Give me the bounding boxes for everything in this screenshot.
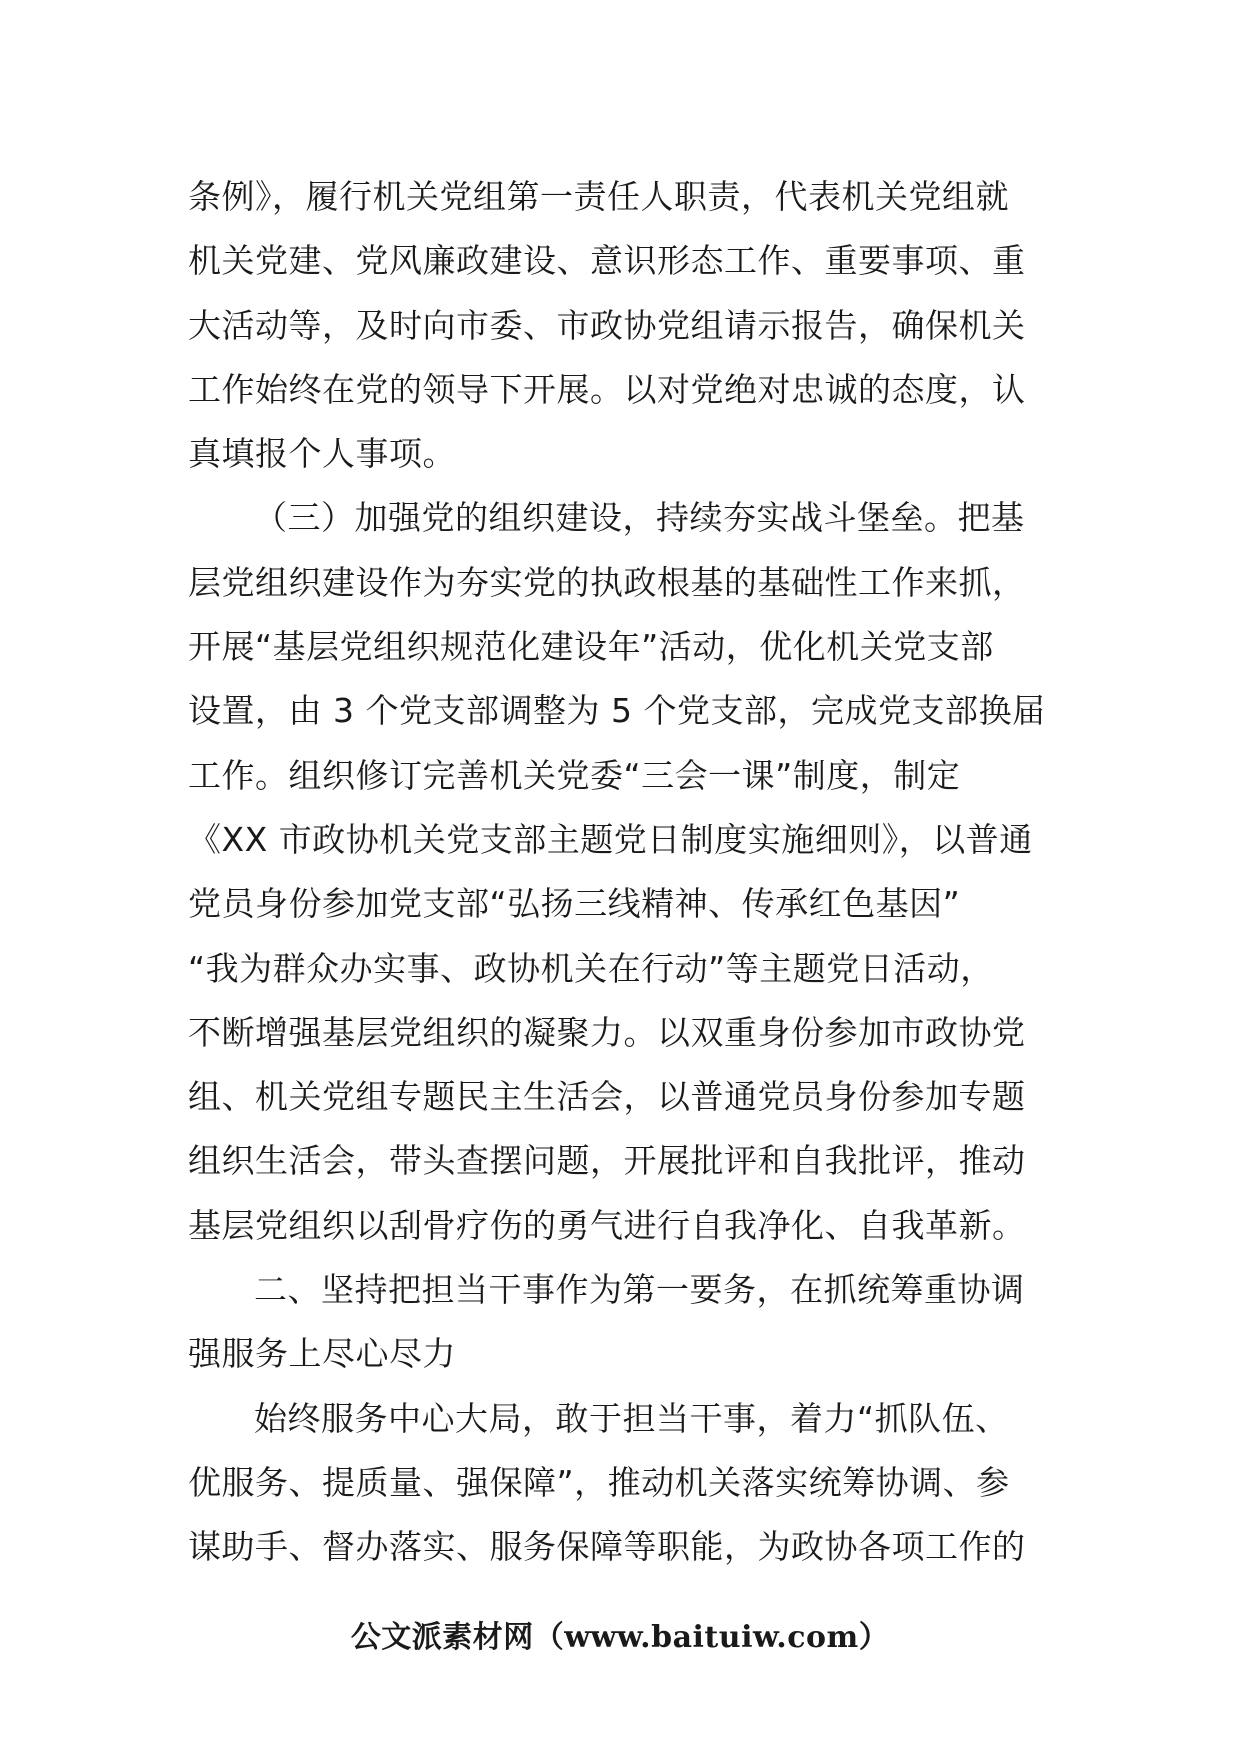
document-body <box>188 165 1058 1580</box>
text-line: 二、坚持把担当干事作为第一要务，在抓统筹重协调 <box>254 1270 1025 1310</box>
text-line: 工作。组织修订完善机关党委“三会一课”制度，制定 <box>188 755 961 795</box>
text-line: 始终服务中心大局，敢于担当干事，着力“抓队伍、 <box>254 1398 1009 1438</box>
text-line: “我为群众办实事、政协机关在行动”等主题党日活动， <box>188 948 994 988</box>
text-line: 基层党组织以刮骨疗伤的勇气进行自我净化、自我革新。 <box>188 1205 1026 1245</box>
text-line: （三）加强党的组织建设，持续夯实战斗堡垒。把基 <box>254 498 1025 538</box>
text-line: 大活动等，及时向市委、市政协党组请示报告，确保机关 <box>188 305 1026 345</box>
text-line: 不断增强基层党组织的凝聚力。以双重身份参加市政协党 <box>188 1012 1026 1052</box>
text-line: 工作始终在党的领导下开展。以对党绝对忠诚的态度，认 <box>188 369 1026 409</box>
text-line: 组织生活会，带头查摆问题，开展批评和自我批评，推动 <box>188 1141 1026 1181</box>
text-line: 《XX 市政协机关党支部主题党日制度实施细则》，以普通 <box>188 819 1033 859</box>
text-line: 谋助手、督办落实、服务保障等职能，为政协各项工作的 <box>188 1527 1026 1567</box>
text-line: 优服务、提质量、强保障”，推动机关落实统筹协调、参 <box>188 1462 1010 1502</box>
text-line: 机关党建、党风廉政建设、意识形态工作、重要事项、重 <box>188 241 1026 281</box>
text-line: 层党组织建设作为夯实党的执政根基的基础性工作来抓， <box>188 562 1026 602</box>
text-line: 党员身份参加党支部“弘扬三线精神、传承红色基因” <box>188 884 961 924</box>
text-line: 设置，由 3 个党支部调整为 5 个党支部，完成党支部换届 <box>188 691 1046 731</box>
text-line: 真填报个人事项。 <box>188 434 456 474</box>
text-line: 组、机关党组专题民主生活会，以普通党员身份参加专题 <box>188 1077 1026 1117</box>
text-line: 强服务上尽心尽力 <box>188 1334 456 1374</box>
text-line: 条例》，履行机关党组第一责任人职责，代表机关党组就 <box>188 177 1009 216</box>
footer-watermark: 公文派素材网（www.baituiw.com） <box>350 1620 890 1655</box>
text-line: 开展“基层党组织规范化建设年”活动，优化机关党支部 <box>188 627 994 667</box>
